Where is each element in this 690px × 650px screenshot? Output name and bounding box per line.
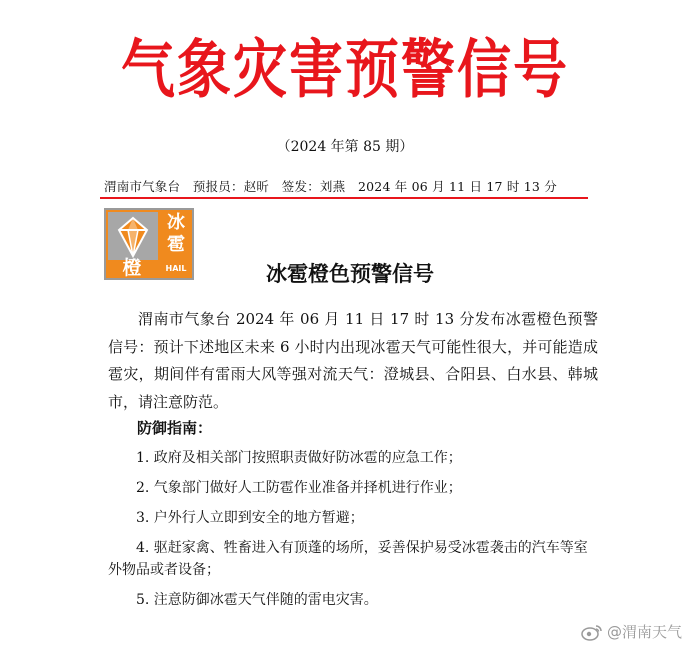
badge-color-char: 橙 xyxy=(122,257,142,279)
warning-title: 冰雹橙色预警信号 xyxy=(266,262,434,286)
badge-en-label: HAIL xyxy=(165,264,187,273)
watermark-text: @渭南天气 xyxy=(606,623,682,641)
badge-char-bao: 雹 xyxy=(167,234,185,255)
guide-heading: 防御指南： xyxy=(137,419,213,437)
warning-body: 渭南市气象台 2024 年 06 月 11 日 17 时 13 分发布冰雹橙色预警信号：预计下述地区未来 6 小时内出现冰雹天气可能性很大，并可能造成雹灾，期间伴有雷雨大风等强对流天气：澄城县、合阳县、白水县、韩城市，请注意防范。 xyxy=(108,310,598,411)
masthead-title: 气象灾害预警信号 xyxy=(121,31,569,108)
hail-warning-icon xyxy=(108,212,158,260)
issuer-meta: 渭南市气象台 预报员：赵昕 签发：刘燕 2024 年 06 月 11 日 17 时 13 分 xyxy=(104,179,557,194)
hail-diamond-icon xyxy=(108,212,158,260)
guide-list xyxy=(108,447,598,619)
badge-char-bing: 冰 xyxy=(167,212,185,233)
guide-item: 5. 注意防御冰雹天气伴随的雷电灾害。 xyxy=(136,592,378,608)
guide-item: 4. 驱赶家禽、牲畜进入有顶蓬的场所，妥善保护易受冰雹袭击的汽车等室外物品或者设备； xyxy=(108,540,588,578)
weibo-logo-icon xyxy=(581,623,603,641)
header-divider xyxy=(100,197,588,199)
weibo-watermark xyxy=(581,621,682,642)
guide-item: 3. 户外行人立即到安全的地方暂避； xyxy=(136,510,364,526)
guide-item: 1. 政府及相关部门按照职责做好防冰雹的应急工作； xyxy=(136,450,462,466)
issue-number: （2024 年第 85 期） xyxy=(276,139,414,155)
guide-item: 2. 气象部门做好人工防雹作业准备并择机进行作业； xyxy=(136,480,462,496)
